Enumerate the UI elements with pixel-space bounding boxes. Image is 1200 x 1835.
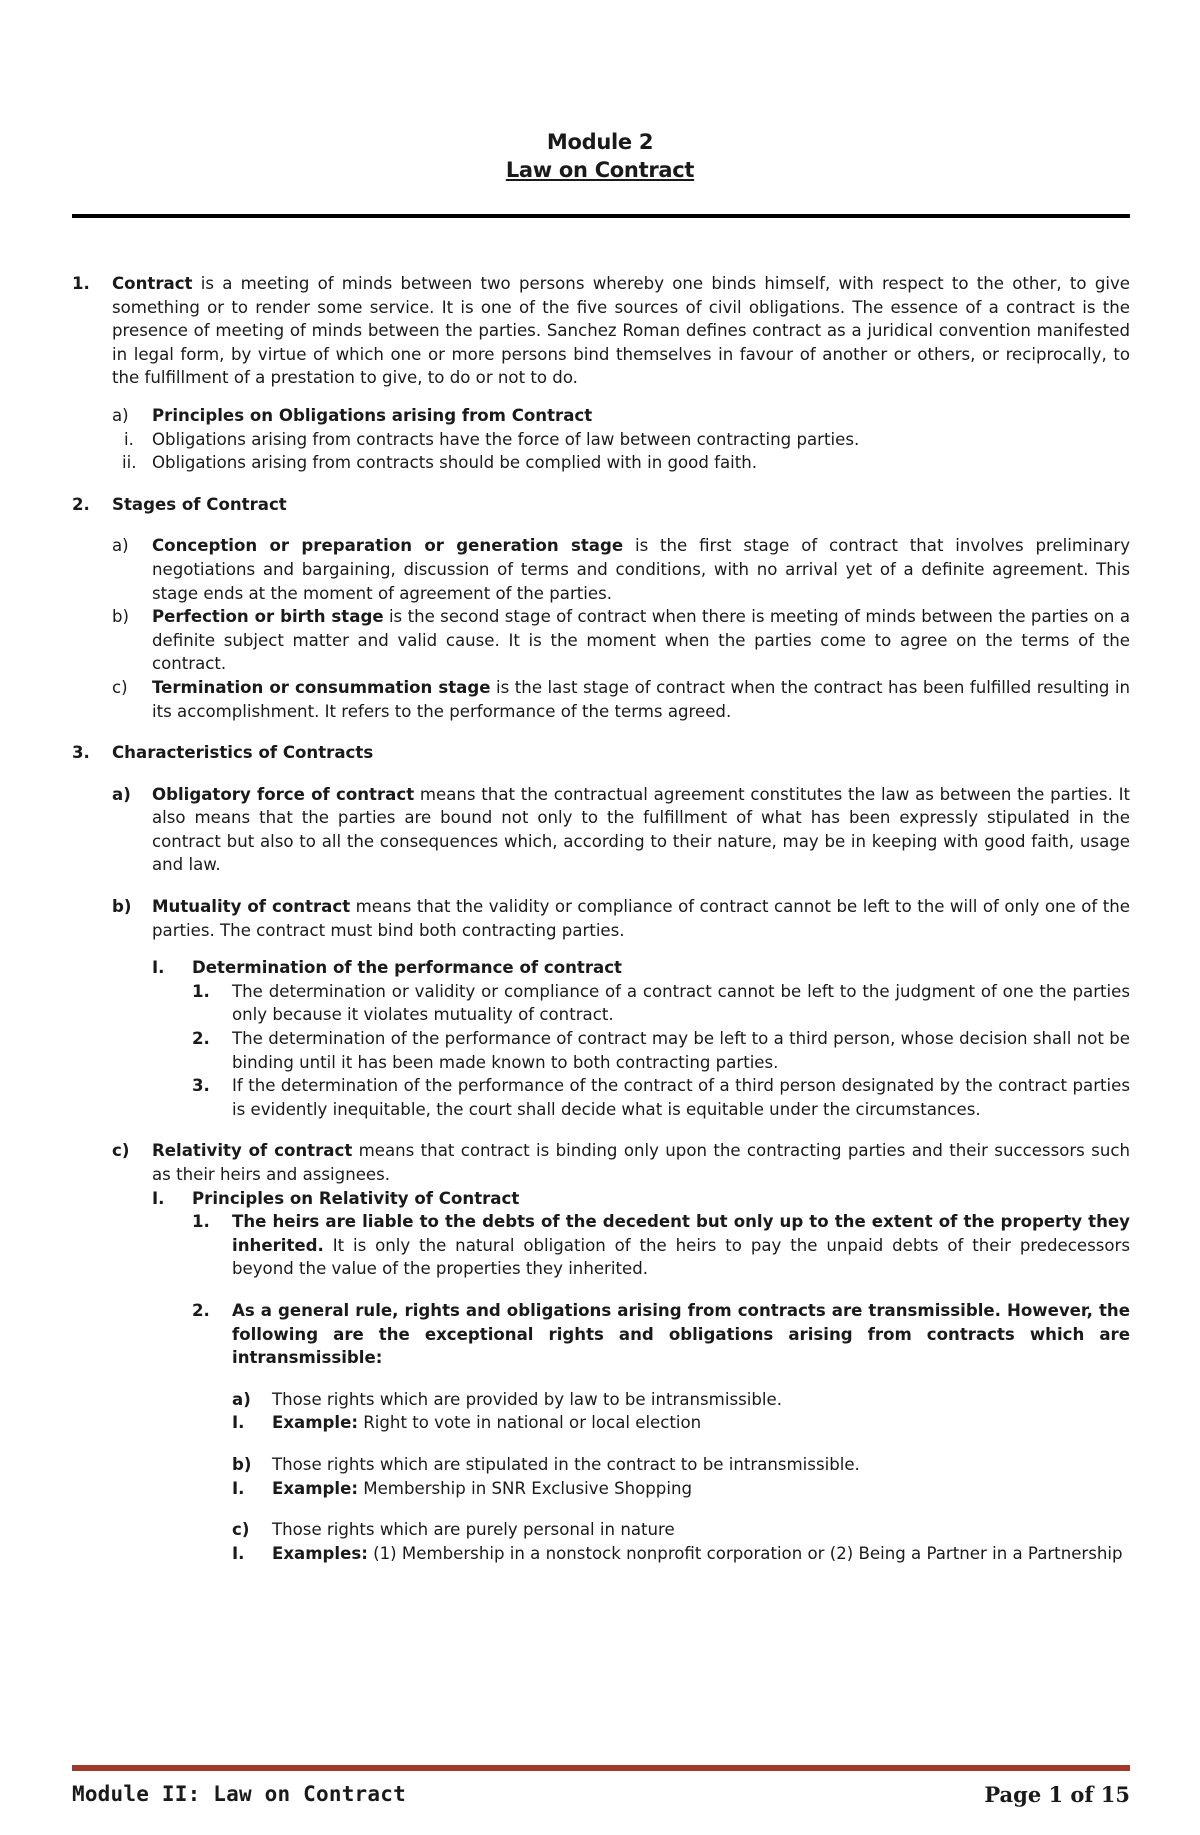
module-heading: Module 2 <box>546 130 654 154</box>
document-body <box>72 272 1130 1565</box>
header-rule <box>72 214 1130 218</box>
section-3-heading: 3. Characteristics of Contracts <box>72 743 374 763</box>
section-1 <box>72 272 1130 390</box>
document-title: Law on Contract <box>505 158 695 182</box>
term-contract: Contract <box>112 274 193 293</box>
principles-heading: a) Principles on Obligations arising from Contract <box>112 405 593 425</box>
exception-c: c) Those rights which are purely personal in nature <box>232 1520 675 1540</box>
relativity-heading: I. Principles on Relativity of Contract <box>152 1188 520 1208</box>
determination-2: 2. The determination of the performance of contract may be left to a third person, whose decision shall not be binding until it has been made known to both contracting parties. <box>192 1029 1130 1072</box>
mutuality: b) Mutuality of contract means that the validity or compliance of contract cannot be left to the will of only one of the parties. The contract must bind both contracting parties. <box>112 897 1130 940</box>
exception-c-example: I. Examples: (1) Membership in a nonstock nonprofit corporation or (2) Being a Partner in a Partnership <box>232 1543 1123 1563</box>
determination-heading: I. Determination of the performance of contract <box>152 958 622 978</box>
principle-ii: ii. Obligations arising from contracts should be complied with in good faith. <box>122 453 758 473</box>
section-2-heading: 2. Stages of Contract <box>72 494 287 514</box>
principle-i: i. Obligations arising from contracts have the force of law between contracting parties. <box>124 429 860 449</box>
footer-rule <box>72 1765 1130 1771</box>
relativity: c) Relativity of contract means that contract is binding only upon the contracting parties and their successors such as their heirs and assignees. <box>112 1141 1130 1184</box>
stage-termination: c) Termination or consummation stage is the last stage of contract when the contract has been fulfilled resulting in its accomplishment. It refers to the performance of the terms agreed. <box>112 677 1131 721</box>
exception-b-example: I. Example: Membership in SNR Exclusive Shopping <box>232 1478 692 1498</box>
relativity-2: 2. As a general rule, rights and obligations arising from contracts are transmissible. However, the following are the exceptional rights and obligations arising from contracts which are intransmissible: <box>192 1300 1130 1368</box>
exception-a: a) Those rights which are provided by law to be intransmissible. <box>232 1389 782 1409</box>
determination-1: 1. The determination or validity or compliance of a contract cannot be left to the judgment of one the parties only because it violates mutuality of contract. <box>192 981 1130 1025</box>
obligatory-force: a) Obligatory force of contract means that the contractual agreement constitutes the law as between the parties. It also means that the parties are bound not only to the fulfillment of what has been expressly stipulated in the contract but also to all the consequences which, according to their nature, may be in keeping with good faith, usage and law. <box>112 784 1130 875</box>
exception-a-example: I. Example: Right to vote in national or local election <box>232 1413 702 1433</box>
relativity-1: 1. The heirs are liable to the debts of the decedent but only up to the extent of the property they inherited. It is only the natural obligation of the heirs to pay the unpaid debts of their predecessors beyond the value of the properties they inherited. <box>192 1212 1130 1279</box>
page-number: Page 1 of 15 <box>984 1782 1130 1807</box>
exception-b: b) Those rights which are stipulated in the contract to be intransmissible. <box>232 1454 860 1474</box>
footer-title: Module II: Law on Contract <box>72 1782 406 1806</box>
section-number: 1. <box>72 274 90 293</box>
determination-3: 3. If the determination of the performance of the contract of a third person designated by the contract parties is evidently inequitable, the court shall decide what is equitable under the circumstances. <box>192 1076 1130 1119</box>
stage-perfection: b) Perfection or birth stage is the second stage of contract when there is meeting of minds between the parties on a definite subject matter and valid cause. It is the moment when the parties come to agree on the terms of the contract. <box>112 607 1130 674</box>
stage-conception: a) Conception or preparation or generation stage is the first stage of contract that involves preliminary negotiations and bargaining, discussion of terms and conditions, with no arrival yet of a definite agreement. This stage ends at the moment of agreement of the parties. <box>112 536 1131 603</box>
contract-definition: is a meeting of minds between two persons whereby one binds himself, with respect to the other, to give something or to render some service. It is one of the five sources of civil obligations. The essence of a contract is the presence of meeting of minds between the parties. Sanchez Roman defines contract as a juridical convention manifested in legal form, by virtue of which one or more persons bind themselves in favour of another or others, or reciprocally, to the fulfillment of a prestation to give, to do or not to do. <box>112 274 1130 388</box>
